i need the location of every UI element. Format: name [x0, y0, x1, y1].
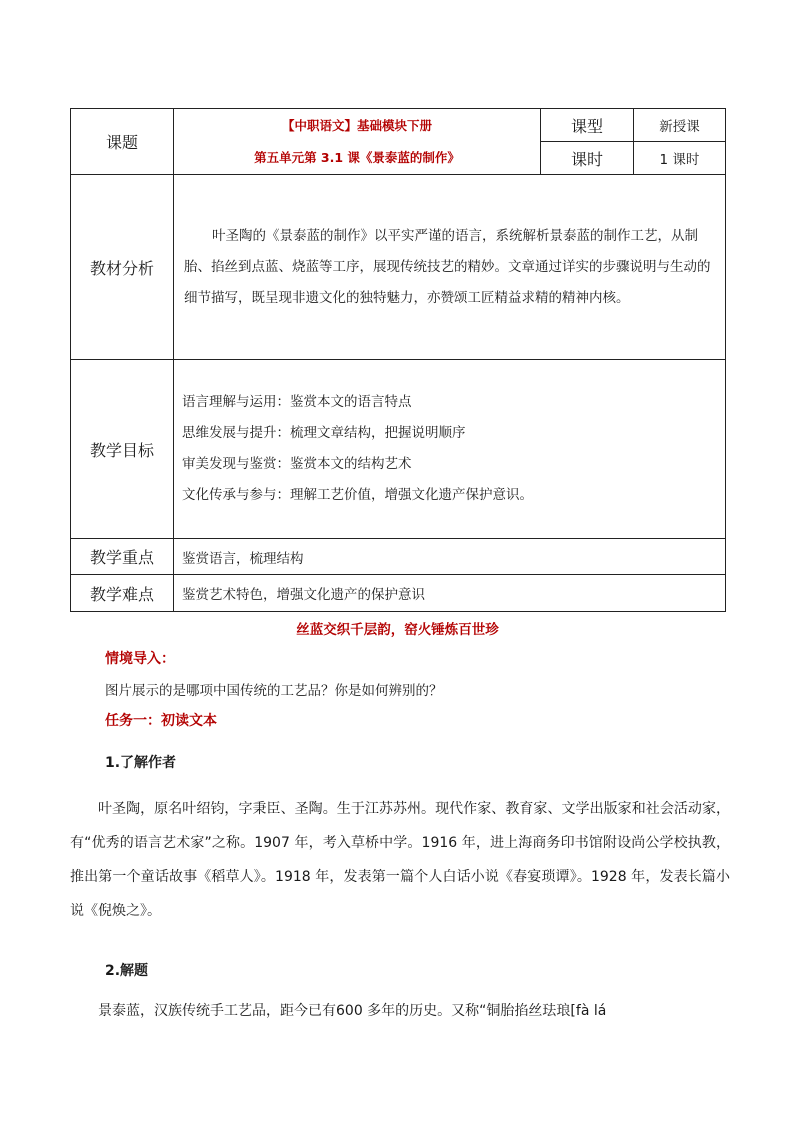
- course-title-line2: 第五单元第 3.1 课《景泰蓝的制作》: [254, 149, 460, 165]
- goal-item: 审美发现与鉴赏：鉴赏本文的结构艺术: [182, 456, 412, 472]
- key-text: 鉴赏语言，梳理结构: [174, 539, 726, 575]
- type-value: 新授课: [634, 109, 726, 142]
- analysis-label: 教材分析: [71, 175, 174, 360]
- goal-item: 语言理解与运用：鉴赏本文的语言特点: [182, 394, 412, 410]
- key-label: 教学重点: [71, 539, 174, 575]
- section2-text: 景泰蓝，汉族传统手工艺品，距今已有600 多年的历史。又称“铜胎掐丝珐琅[fà lá: [98, 1003, 607, 1019]
- course-label: 课题: [71, 109, 174, 175]
- goals-label: 教学目标: [71, 360, 174, 539]
- section1-text: 叶圣陶，原名叶绍钧，字秉臣、圣陶。生于江苏苏州。现代作家、教育家、文学出版家和社会活动家，有“优秀的语言艺术家”之称。1907 年，考入草桥中学。1916 年，进上海商务印书馆附设尚公学校执教，推出第一个童话故事《稻草人》。1918 年，发表第一篇个人白话小说《春宴琐谭》。1928 年，发表长篇小说《倪焕之》。: [70, 801, 730, 919]
- analysis-text: 叶圣陶的《景泰蓝的制作》以平实严谨的语言，系统解析景泰蓝的制作工艺，从制胎、掐丝到点蓝、烧蓝等工序，展现传统技艺的精妙。文章通过详实的步骤说明与生动的细节描写，既呈现非遗文化的独特魅力，亦赞颂工匠精益求精的精神内核。: [174, 175, 726, 360]
- task1-heading: 任务一：初读文本: [105, 713, 217, 729]
- intro-question: 图片展示的是哪项中国传统的工艺品？你是如何辨别的？: [105, 683, 443, 699]
- intro-heading: 情境导入：: [105, 651, 175, 667]
- section2-heading: 2.解题: [105, 963, 149, 979]
- difficulty-text: 鉴赏艺术特色，增强文化遗产的保护意识: [174, 575, 726, 612]
- course-title-line1: 【中职语文】基础模块下册: [281, 117, 432, 133]
- goal-item: 文化传承与参与：理解工艺价值，增强文化遗产保护意识。: [182, 487, 533, 503]
- slogan: 丝蓝交织千层韵，窑火锤炼百世珍: [296, 622, 499, 638]
- difficulty-label: 教学难点: [71, 575, 174, 612]
- type-label: 课型: [541, 109, 634, 142]
- goal-item: 思维发展与提升：梳理文章结构，把握说明顺序: [182, 425, 466, 441]
- section1-heading: 1.了解作者: [105, 755, 177, 771]
- lesson-info-table: [70, 108, 726, 612]
- goals-list: [174, 360, 726, 539]
- course-title: [174, 109, 541, 175]
- hours-value: 1 课时: [634, 142, 726, 175]
- hours-label: 课时: [541, 142, 634, 175]
